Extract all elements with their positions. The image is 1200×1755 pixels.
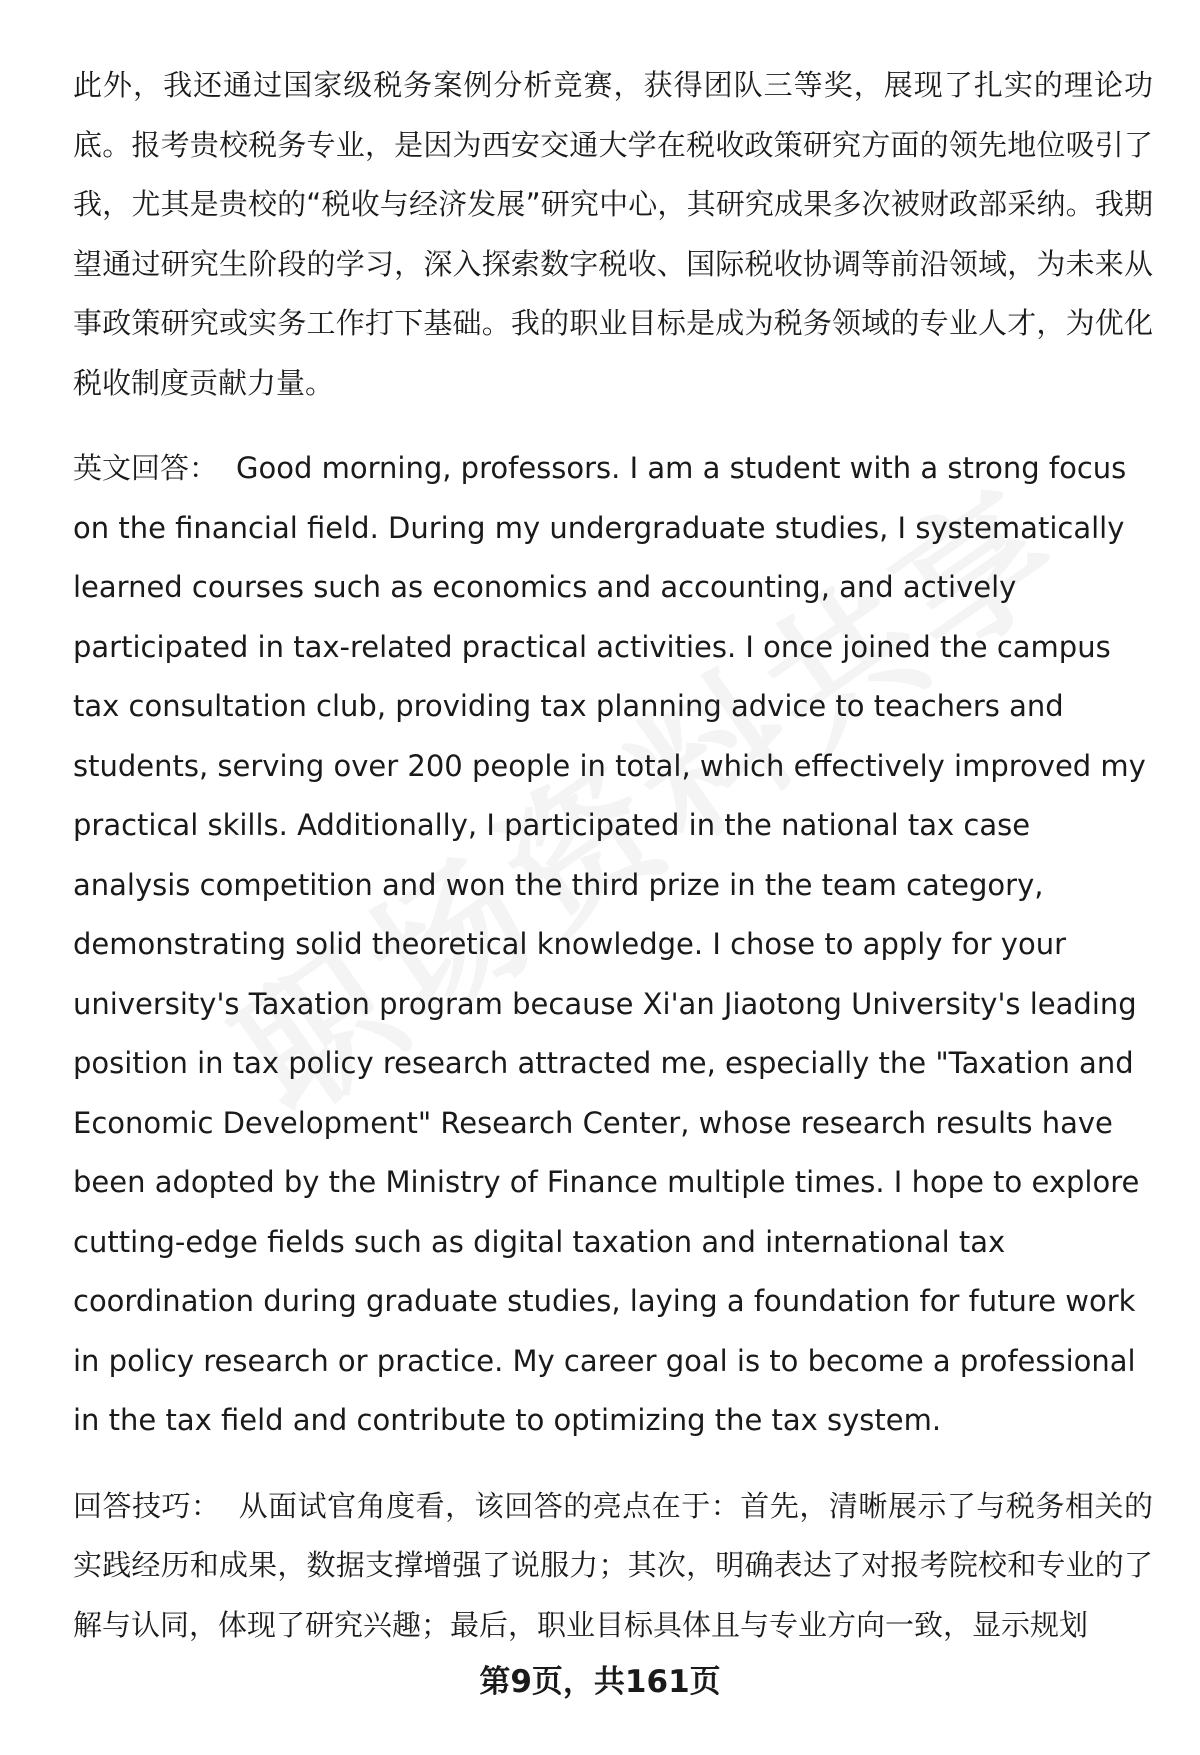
english-answer-paragraph bbox=[73, 439, 1153, 1451]
english-answer-label: 英文回答： bbox=[73, 451, 219, 485]
tips-label: 回答技巧： bbox=[73, 1488, 221, 1523]
page-content bbox=[73, 56, 1153, 1655]
page-footer bbox=[0, 1662, 1200, 1702]
page-indicator: 第9页，共161页 bbox=[479, 1664, 721, 1700]
tips-text: 从面试官角度看，该回答的亮点在于：首先，清晰展示了与税务相关的实践经历和成果，数据支撑增强了说服力；其次，明确表达了对报考院校和专业的了解与认同，体现了研究兴趣；最后，职业目标具体且与专业方向一致，显示规划 bbox=[73, 1488, 1153, 1642]
english-answer-text: Good morning, professors. I am a student with a strong focus on the financial field. During my undergraduate studies, I systematically learned courses such as economics and accounting, and actively participated in tax-related practical activities. I once joined the campus tax consultation club, providing tax planning advice to teachers and students, serving over 200 people in total, which effectively improved my practical skills. Additionally, I participated in the national tax case analysis competition and won the third prize in the team category, demonstrating solid theoretical knowledge. I chose to apply for your university's Taxation program because Xi'an Jiaotong University's leading position in tax policy research attracted me, especially the "Taxation and Economic Development" Research Center, whose research results have been adopted by the Ministry of Finance multiple times. I hope to explore cutting-edge fields such as digital taxation and international tax coordination during graduate studies, laying a foundation for future work in policy research or practice. My career goal is to become a professional in the tax field and contribute to optimizing the tax system. bbox=[73, 451, 1146, 1437]
chinese-paragraph bbox=[73, 56, 1153, 413]
chinese-paragraph-text: 此外，我还通过国家级税务案例分析竞赛，获得团队三等奖，展现了扎实的理论功底。报考贵校税务专业，是因为西安交通大学在税收政策研究方面的领先地位吸引了我，尤其是贵校的“税收与经济发展”研究中心，其研究成果多次被财政部采纳。我期望通过研究生阶段的学习，深入探索数字税收、国际税收协调等前沿领域，为未来从事政策研究或实务工作打下基础。我的职业目标是成为税务领域的专业人才，为优化税收制度贡献力量。 bbox=[73, 68, 1153, 400]
tips-paragraph bbox=[73, 1477, 1153, 1656]
